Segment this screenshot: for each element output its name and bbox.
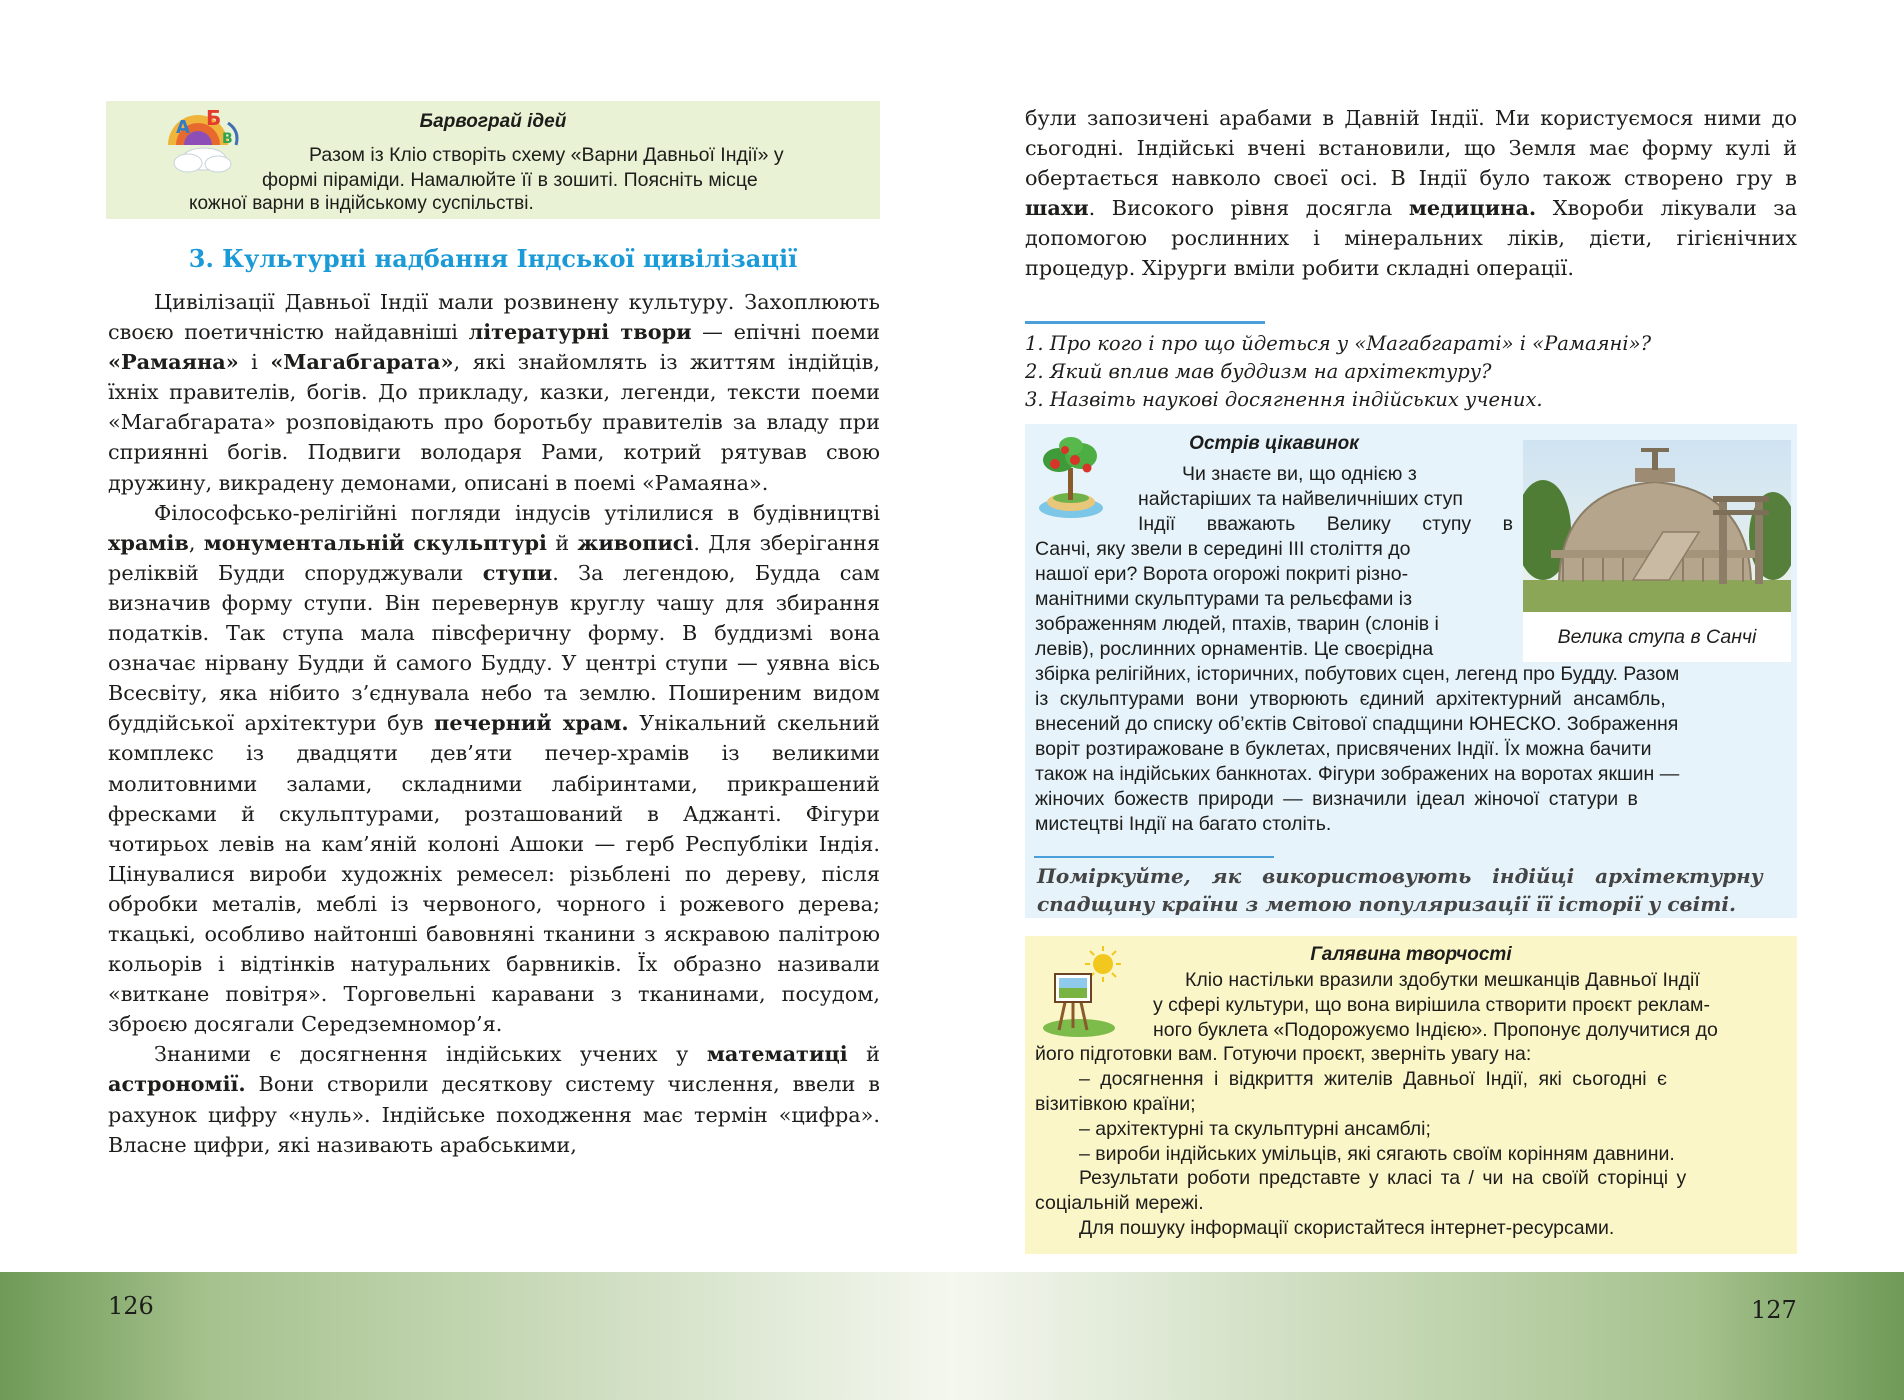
- creative-box: [1025, 936, 1797, 1254]
- photo-caption: Велика ступа в Санчі: [1523, 612, 1791, 662]
- stupa-photo: [1523, 440, 1791, 612]
- idea-box-line: формі піраміди. Намалюйте її в зошиті. Поясніть місце: [262, 169, 758, 191]
- divider: [1034, 856, 1274, 858]
- fact-box-full-text: збірка релігійних, історичних, побутових сцен, легенд про Будду. Разом із скульптурами вони утворюють єдиний архітектурний ансамбль, внесений до списку об’єктів Світової спадщини ЮНЕСКО. Зображення воріт розтиражоване в буклетах, присвячених Індії. Їх можна бачити також на індійських банкнотах. Фігури зображених на воротах якшин — жіночих божеств природи — визначили ідеал жіночої статури в мистецтві Індії на багато століть.: [1035, 663, 1680, 835]
- creative-box-text: Кліо настільки вразили здобутки мешканців Давньої Індії у сфері культури, що вона вирішила створити проєкт реклам- ного буклета «Подорожуємо Індією». Пропонує долучитися до його підготовки вам. Готуючи проєкт, зверніть увагу на: – досягнення і відкриття жителів Давньої Індії, які сьогодні є візитівкою країни; – архітектурні та скульптурні ансамблі; – вироби індійських умільців, які сягають своїм корінням давнини. Результати роботи представте у класі та / чи на своїй сторінці у соціальній мережі. Для пошуку інформації скористайтеся інтернет-ресурсами.: [1035, 969, 1718, 1239]
- fact-box-wrapped-text: Чи знаєте ви, що однією з найстаріших та найвеличніших ступ Індії вважають Велику ступу в Санчі, яку звели в середині ІІІ століття до нашої ери? Ворота огорожі покриті різно- манітними скульптурами та рельєфами із зображенням людей, птахів, тварин (слонів і левів), рослинних орнаментів. Це своєрідна: [1035, 463, 1513, 660]
- questions-list: [1025, 330, 1797, 414]
- question: 3. Назвіть наукові досягнення індійських учених.: [1025, 388, 1543, 411]
- question: 2. Який вплив мав буддизм на архітектуру?: [1025, 360, 1492, 383]
- question: 1. Про кого і про що йдеться у «Магабгараті» і «Рамаяні»?: [1025, 332, 1652, 355]
- body-text-right: були запозичені арабами в Давній Індії. Ми користуємося ними до сьогодні. Індійські вчені встановили, що Земля має форму кулі й обертається навколо своєї осі. В Індії було також створено гру в шахи. Високого рівня досягла медицина. Хвороби лікували за допомогою рослинних і мінеральних ліків, дієти, гігієнічних процедур. Хірурги вміли робити складні операції.: [1025, 106, 1797, 281]
- section-heading: 3. Культурні надбання Індської цивілізації: [188, 244, 798, 273]
- divider: [1025, 321, 1265, 324]
- fact-box-title: Острів цікавинок: [1189, 433, 1359, 454]
- page-number-left: 126: [108, 1292, 154, 1320]
- paragraph: Знаними є досягнення індійських учених у математиці й астрономії. Вони створили десяткову систему числення, ввели в рахунок цифру «нуль». Індійське походження має термін «цифра». Власне цифри, які називають арабськими,: [108, 1041, 880, 1157]
- footer-band-right: [952, 1272, 1904, 1400]
- idea-box-line: кожної варни в індійському суспільстві.: [189, 193, 534, 214]
- idea-box-title: Барвограй ідей: [419, 111, 567, 132]
- page-number-right: 127: [1751, 1296, 1797, 1324]
- idea-box-line: Разом із Кліо створіть схему «Варни Давньої Індії» у: [309, 144, 784, 166]
- svg-text:B: B: [222, 131, 233, 147]
- reflection-prompt: Поміркуйте, як використовують індійці архітектурну спадщину країни з метою популяризації її історії у світі.: [1037, 864, 1763, 916]
- paragraph: Філософсько-релігійні погляди індусів утілилися в будівництві храмів, монументальній скульптурі й живописі. Для зберігання реліквій Будди споруджували ступи. За легендою, Будда сам визначив форму ступи. Він перевернув круглу чашу для збирання податків. Так ступа мала півсферичну форму. В буддизмі вона означає нірвану Будди й самого Будду. У центрі ступи — уявна вісь Всесвіту, яка нібито з’єднувала небо та землю. Поширеним видом буддійської архітектури був печерний храм. Унікальний скельний комплекс із двадцяти дев’яти печер-храмів із великими молитовними залами, складними лабіринтами, прикрашений фресками й скульптурами, розташований в Аджанті. Фігури чотирьох левів на кам’яній колоні Ашоки — герб Республіки Індія. Цінувалися вироби художніх ремесел: різьблені по дереву, після обробки металів, меблі із червоного, чорного і рожевого дерева; ткацькі, особливо найтонші бавовняні тканини з яскравою палітрою кольорів і відтінків натуральних барвників. Їх образно називали «виткане повітря». Торговельні каравани з тканинами, посудом, зброєю досягали Середземномор’я.: [108, 500, 881, 1037]
- svg-text:Б: Б: [206, 106, 222, 130]
- stupa-image: [1523, 440, 1791, 612]
- svg-text:A: A: [176, 117, 190, 138]
- paragraph: Цивілізації Давньої Індії мали розвинену культуру. Захоплюють своєю поетичністю найдавніші літературні твори — епічні поеми «Рамаяна» і «Магабгарата», які знайомлять із життям індійців, їхніх правителів, богів. До прикладу, казки, легенди, тексти поеми «Магабгарата» розповідають про боротьбу правителів за владу при сприянні богів. Подвиги володаря Рами, котрий рятував свою дружину, викрадену демонами, описані в поемі «Рамаяна».: [108, 290, 880, 495]
- idea-box: [106, 101, 880, 219]
- creative-box-title: Галявина творчості: [1310, 944, 1512, 965]
- body-text-left: [108, 287, 880, 1160]
